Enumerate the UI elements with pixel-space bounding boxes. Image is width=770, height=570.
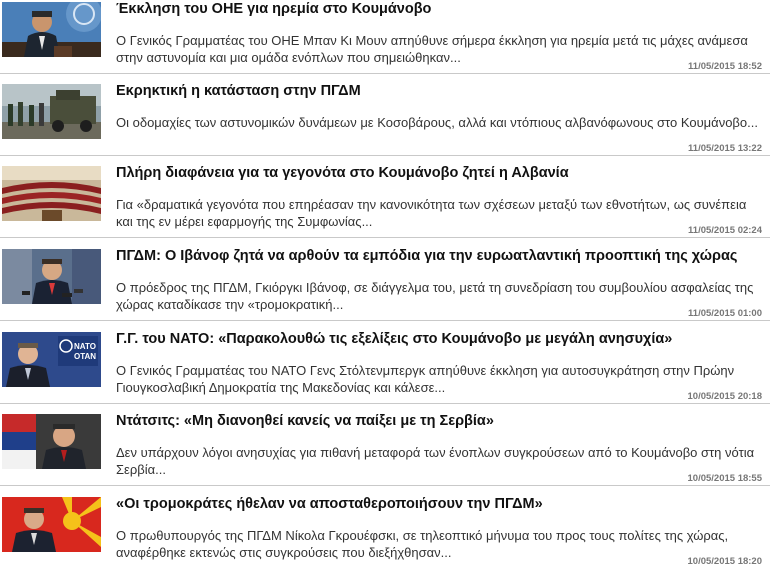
divider [0, 485, 770, 486]
gruevski-photo-icon [2, 497, 101, 552]
dacic-serbia-photo-icon [2, 414, 101, 469]
thumbnail-ban-ki-moon[interactable] [2, 2, 101, 57]
article-date: 10/05/2015 18:55 [687, 473, 762, 484]
thumbnail-gruevski[interactable] [2, 497, 101, 552]
nato-badge-text: NATO [74, 342, 96, 351]
divider [0, 155, 770, 156]
article-excerpt: Ο πρωθυπουργός της ΠΓΔΜ Νίκολα Γκρουέφσκι, σε τηλεοπτικό μήνυμα του προς τους πολίτες της χώρας, αναφέρθηκε εκτενώς στις συγκρούσεις που διεξήχθησαν... [116, 528, 729, 560]
divider [0, 320, 770, 321]
article-date: 10/05/2015 18:20 [687, 556, 762, 567]
article-excerpt: Ο πρόεδρος της ΠΓΔΜ, Γκιόργκι Ιβάνοφ, σε διάγγελμα του, μετά τη συνεδρίαση του συμβουλίου ασφαλείας της χώρας καταδίκασε την «τρομοκρατική... [116, 280, 754, 312]
ban-ki-moon-photo-icon [2, 2, 101, 57]
otan-badge-text: OTAN [74, 352, 97, 361]
article-title[interactable]: Ντάτσιτς: «Μη διανοηθεί κανείς να παίξει με τη Σερβία» [116, 413, 494, 429]
article-title[interactable]: ΠΓΔΜ: Ο Ιβάνοφ ζητά να αρθούν τα εμπόδια για την ευρωατλαντική προοπτική της χώρας [116, 248, 738, 264]
nato-stoltenberg-photo-icon [2, 332, 101, 387]
article-title[interactable]: Πλήρη διαφάνεια για τα γεγονότα στο Κουμάνοβο ζητεί η Αλβανία [116, 165, 569, 181]
thumbnail-parliament[interactable] [2, 166, 101, 221]
article-excerpt: Δεν υπάρχουν λόγοι ανησυχίας για πιθανή μεταφορά των ένοπλων συγκρούσεων από το Κουμάνοβο στη νότια Σερβία... [116, 445, 755, 477]
article-date: 11/05/2015 01:00 [688, 308, 762, 319]
article-date: 10/05/2015 20:18 [687, 391, 762, 402]
parliament-photo-icon [2, 166, 101, 221]
divider [0, 403, 770, 404]
article-excerpt: Για «δραματικά γεγονότα που επηρέασαν την κανονικότητα των σχέσεων μεταξύ των εθνοτήτων, ως συνέπεια και της εν μέρει εφαρμογής της Συμφωνίας... [116, 197, 747, 229]
article-excerpt: Ο Γενικός Γραμματέας του ΝΑΤΟ Γενς Στόλτενμπεργκ απηύθυνε έκκληση για αυτοσυγκράτηση στην Πρώην Γιουγκοσλαβική Δημοκρατία της Μακεδονίας και κάλεσε... [116, 363, 735, 395]
article-title[interactable]: Γ.Γ. του ΝΑΤΟ: «Παρακολουθώ τις εξελίξεις στο Κουμάνοβο με μεγάλη ανησυχία» [116, 331, 673, 347]
thumbnail-ivanov[interactable] [2, 249, 101, 304]
ivanov-press-photo-icon [2, 249, 101, 304]
article-title[interactable]: «Οι τρομοκράτες ήθελαν να αποσταθεροποιήσουν την ΠΓΔΜ» [116, 496, 543, 512]
article-excerpt: Οι οδομαχίες των αστυνομικών δυνάμεων με Κοσοβάρους, αλλά και ντόπιους αλβανόφωνους στο Κουμάνοβο... [116, 115, 758, 130]
thumbnail-armored-vehicle[interactable] [2, 84, 101, 139]
armored-vehicle-photo-icon [2, 84, 101, 139]
thumbnail-dacic[interactable] [2, 414, 101, 469]
article-date: 11/05/2015 18:52 [688, 61, 762, 72]
article-excerpt: Ο Γενικός Γραμματέας του ΟΗΕ Μπαν Κι Μουν απηύθυνε σήμερα έκκληση για ηρεμία μετά τις μάχες ανάμεσα στην αστυνομία και μια ομάδα ενόπλων που σημειώθηκαν... [116, 33, 748, 65]
article-date: 11/05/2015 02:24 [688, 225, 762, 236]
divider [0, 73, 770, 74]
article-title[interactable]: Εκρηκτική η κατάσταση στην ΠΓΔΜ [116, 83, 361, 99]
thumbnail-nato-stoltenberg[interactable] [2, 332, 101, 387]
article-date: 11/05/2015 13:22 [688, 143, 762, 154]
article-title[interactable]: Έκκληση του ΟΗΕ για ηρεμία στο Κουμάνοβο [116, 1, 432, 17]
divider [0, 237, 770, 238]
